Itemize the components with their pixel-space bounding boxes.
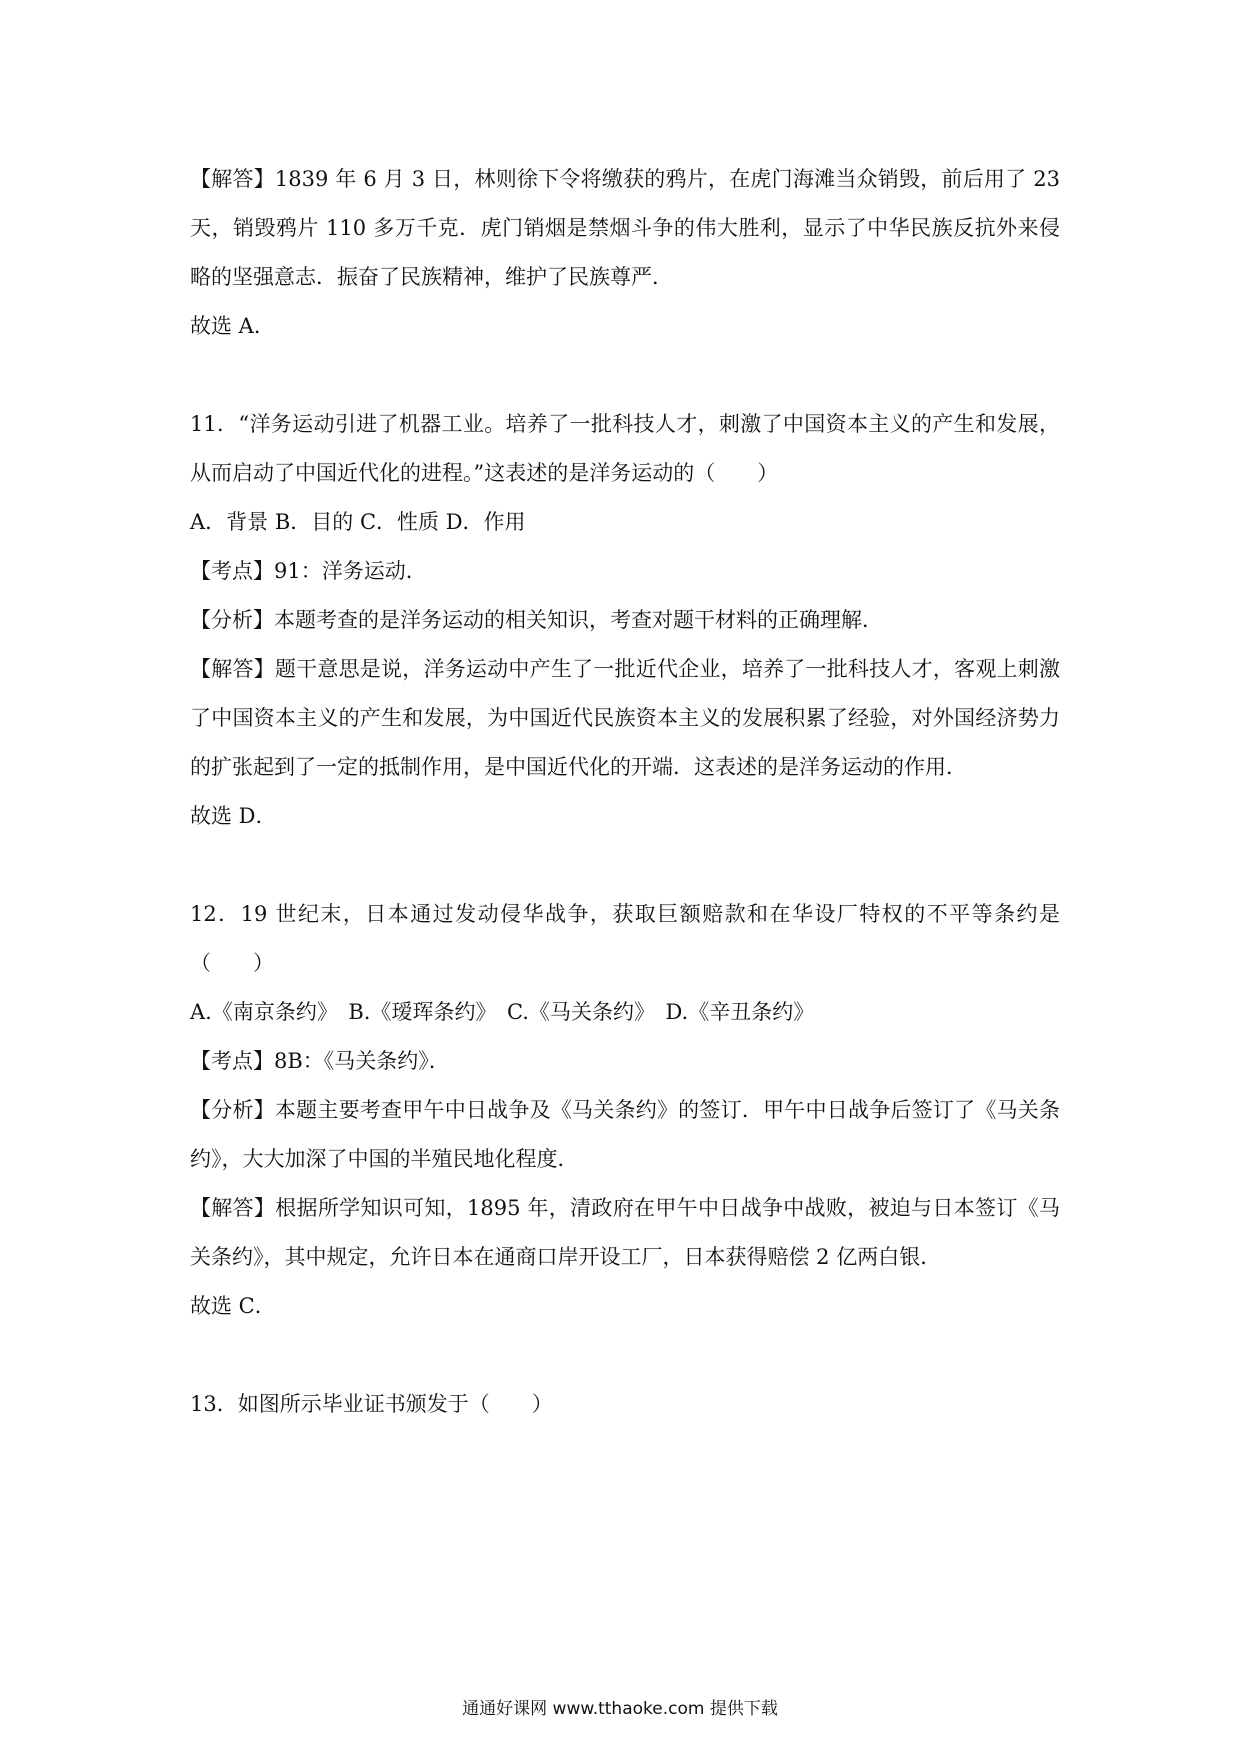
spacer <box>190 351 1060 400</box>
q11-analysis: 【分析】本题考查的是洋务运动的相关知识，考查对题干材料的正确理解． <box>190 608 883 632</box>
spacer <box>190 841 1060 890</box>
q11-answer: 【解答】题干意思是说，洋务运动中产生了一批近代企业，培养了一批科技人才，客观上刺激了中国资本主义的产生和发展，为中国近代民族资本主义的发展积累了经验，对外国经济势力的扩张起到了一定的抵制作用，是中国近代化的开端．这表述的是洋务运动的作用． <box>190 657 1060 779</box>
q12-question: 12．19 世纪末，日本通过发动侵华战争，获取巨额赔款和在华设厂特权的不平等条约是（ ） <box>190 902 1060 975</box>
q11-options: A．背景 B．目的 C．性质 D．作用 <box>190 510 526 534</box>
q12-options: A.《南京条约》 B.《瑷珲条约》 C.《马关条约》 D.《辛丑条约》 <box>190 1000 815 1024</box>
document-content <box>190 155 1060 1429</box>
q12-answer: 【解答】根据所学知识可知，1895 年，清政府在甲午中日战争中战败，被迫与日本签订《马关条约》，其中规定，允许日本在通商口岸开设工厂，日本获得赔偿 2 亿两白银． <box>190 1196 1060 1269</box>
q10-choice: 故选 A． <box>190 314 275 338</box>
q11-point: 【考点】91：洋务运动． <box>190 559 427 583</box>
q12-point: 【考点】8B：《马关条约》． <box>190 1049 450 1073</box>
q11-choice: 故选 D． <box>190 804 277 828</box>
page-footer: 通通好课网 www.tthaoke.com 提供下载 <box>462 1699 778 1719</box>
q10-answer: 【解答】1839 年 6 月 3 日，林则徐下令将缴获的鸦片，在虎门海滩当众销毁，前后用了 23 天，销毁鸦片 110 多万千克．虎门销烟是禁烟斗争的伟大胜利，显示了中华民族反抗外来侵略的坚强意志．振奋了民族精神，维护了民族尊严． <box>190 167 1060 289</box>
q12-analysis: 【分析】本题主要考查甲午中日战争及《马关条约》的签订．甲午中日战争后签订了《马关条约》，大大加深了中国的半殖民地化程度． <box>190 1098 1060 1171</box>
q13-question: 13．如图所示毕业证书颁发于（ ） <box>190 1392 553 1416</box>
q12-choice: 故选 C． <box>190 1294 276 1318</box>
q11-question: 11．“洋务运动引进了机器工业。培养了一批科技人才，刺激了中国资本主义的产生和发展，从而启动了中国近代化的进程。”这表述的是洋务运动的（ ） <box>190 412 1060 485</box>
spacer <box>190 1331 1060 1380</box>
